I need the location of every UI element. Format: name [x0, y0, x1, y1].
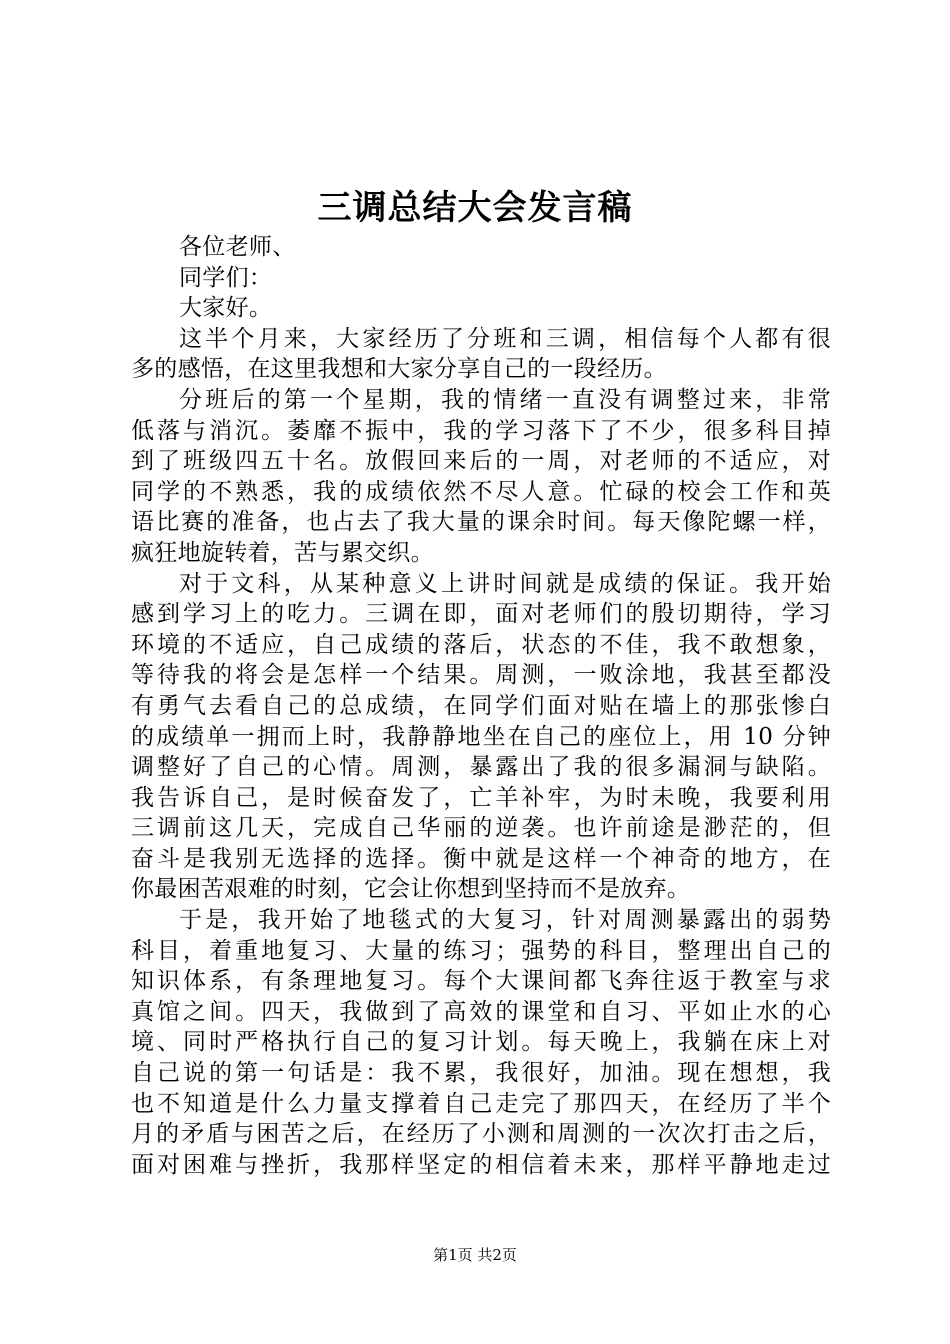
text-line: 各位老师、 [179, 234, 296, 260]
text-line: 这半个月来，大家经历了分班和三调，相信每个人都有很 [179, 325, 831, 352]
text-line: 有勇气去看自己的总成绩，在同学们面对贴在墙上的那张惨白 [131, 692, 831, 719]
text-line: 的成绩单一拥而上时，我静静地坐在自己的座位上，用 10 分钟 [131, 723, 831, 750]
text-line: 同学们： [179, 264, 273, 291]
text-line: 低落与消沉。萎靡不振中，我的学习落下了不少，很多科目掉 [131, 417, 831, 444]
text-line: 奋斗是我别无选择的选择。衡中就是这样一个神奇的地方，在 [131, 845, 831, 872]
document-title: 三调总结大会发言稿 [317, 188, 633, 228]
text-line: 等待我的将会是怎样一个结果。周测，一败涂地，我甚至都没 [131, 662, 831, 689]
text-line: 自己说的第一句话是：我不累，我很好，加油。现在想想，我 [131, 1060, 831, 1087]
text-line: 于是，我开始了地毯式的大复习，针对周测暴露出的弱势 [179, 907, 831, 934]
text-line: 月的矛盾与困苦之后，在经历了小测和周测的一次次打击之后， [131, 1121, 831, 1148]
text-line: 同学的不熟悉，我的成绩依然不尽人意。忙碌的校会工作和英 [131, 478, 831, 505]
text-line: 我告诉自己，是时候奋发了，亡羊补牢，为时未晚，我要利用 [131, 784, 831, 811]
text-line: 疯狂地旋转着，苦与累交织。 [131, 539, 434, 566]
text-line: 你最困苦艰难的时刻，它会让你想到坚持而不是放弃。 [131, 876, 691, 903]
text-line: 也不知道是什么力量支撑着自己走完了那四天，在经历了半个 [131, 1090, 831, 1117]
text-line: 语比赛的准备，也占去了我大量的课余时间。每天像陀螺一样， [131, 509, 831, 536]
page-footer: 第1页 共2页 [433, 1246, 517, 1264]
text-line: 感到学习上的吃力。三调在即，面对老师们的殷切期待，学习 [131, 601, 831, 628]
text-line: 面对困难与挫折，我那样坚定的相信着未来，那样平静地走过 [131, 1151, 831, 1178]
document-body [131, 232, 831, 1180]
text-line: 真馆之间。四天，我做到了高效的课堂和自习、平如止水的心 [131, 998, 831, 1025]
text-line: 到了班级四五十名。放假回来后的一周，对老师的不适应，对 [131, 448, 831, 475]
text-line: 科目，着重地复习、大量的练习；强势的科目，整理出自己的 [131, 937, 831, 964]
text-line: 调整好了自己的心情。周测，暴露出了我的很多漏洞与缺陷。 [131, 754, 831, 781]
text-line: 三调前这几天，完成自己华丽的逆袭。也许前途是渺茫的，但 [131, 815, 831, 842]
text-line: 分班后的第一个星期，我的情绪一直没有调整过来，非常 [179, 386, 831, 413]
text-line: 多的感悟，在这里我想和大家分享自己的一段经历。 [131, 356, 667, 383]
text-line: 大家好。 [179, 295, 273, 322]
text-line: 境、同时严格执行自己的复习计划。每天晚上，我躺在床上对 [131, 1029, 831, 1056]
text-line: 对于文科，从某种意义上讲时间就是成绩的保证。我开始 [179, 570, 831, 597]
text-line: 知识体系，有条理地复习。每个大课间都飞奔往返于教室与求 [131, 968, 831, 995]
text-line: 环境的不适应，自己成绩的落后，状态的不佳，我不敢想象， [131, 631, 831, 658]
